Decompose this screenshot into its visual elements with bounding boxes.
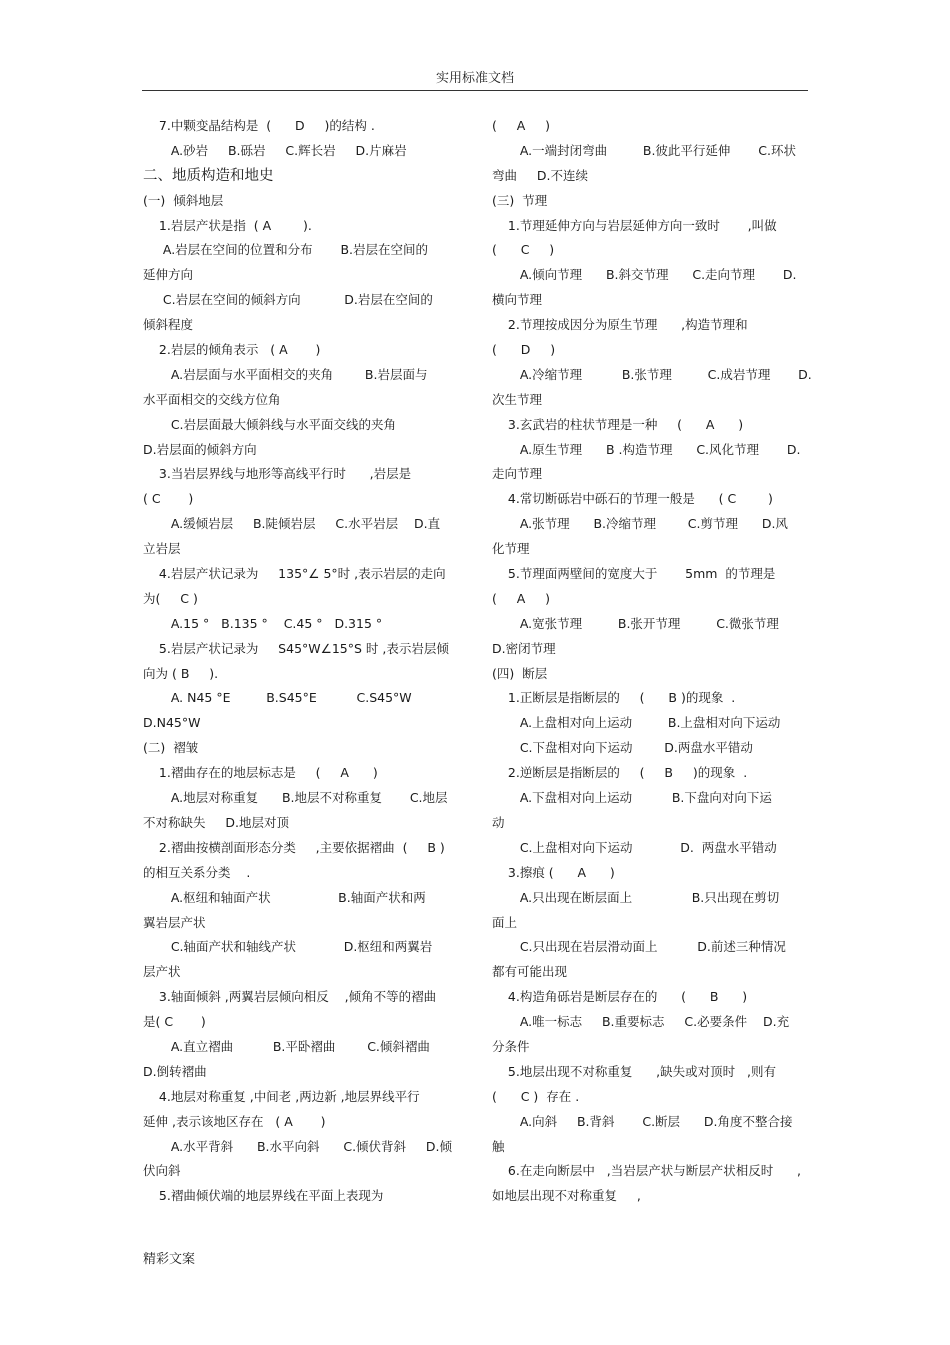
right-column-line: (三) 节理	[492, 192, 548, 208]
right-column-line: A.一端封闭弯曲 B.彼此平行延伸 C.环状	[492, 142, 796, 158]
left-column-line: 水平面相交的交线方位角	[143, 391, 281, 407]
left-column-line: ( C )	[143, 491, 194, 507]
right-column-line: ( A )	[492, 590, 551, 606]
right-column-line: 1.节理延伸方向与岩层延伸方向一致时 ,叫做	[492, 217, 777, 233]
left-column-line: A.砂岩 B.砾岩 C.辉长岩 D.片麻岩	[143, 142, 407, 158]
right-column-line: A.只出现在断层面上 B.只出现在剪切	[492, 889, 780, 905]
left-column-line: D.倒转褶曲	[143, 1063, 207, 1079]
right-column-line: A.原生节理 B .构造节理 C.风化节理 D.	[492, 441, 801, 457]
left-column-line: A.直立褶曲 B.平卧褶曲 C.倾斜褶曲	[143, 1038, 430, 1054]
left-column-line: 向为 ( B ).	[143, 665, 219, 681]
left-column-line: 1.褶曲存在的地层标志是 ( A )	[143, 765, 378, 781]
right-column-line: (四) 断层	[492, 665, 548, 681]
left-column-line: 立岩层	[143, 541, 181, 557]
left-column-line: 延伸 ,表示该地区存在 ( A )	[143, 1113, 326, 1129]
left-column-line: 7.中颗变晶结构是 ( D )的结构 .	[143, 118, 375, 133]
left-column-line: 二、地质构造和地史	[143, 167, 274, 184]
left-column-line: A.枢纽和轴面产状 B.轴面产状和两	[143, 889, 426, 905]
left-column-line: A.水平背斜 B.水平向斜 C.倾伏背斜 D.倾	[143, 1138, 453, 1154]
left-column-line: 5.岩层产状记录为 S45°W∠15°S 时 ,表示岩层倾	[143, 640, 449, 656]
left-column-line: 1.岩层产状是指 ( A ).	[143, 217, 312, 233]
left-column-line: (二) 褶皱	[143, 740, 199, 756]
header-divider	[142, 90, 808, 91]
left-column-line: 层产状	[143, 964, 181, 980]
left-column-line: A.15 ° B.135 ° C.45 ° D.315 °	[143, 615, 383, 631]
right-column	[492, 114, 812, 1209]
page-header-title: 实用标准文档	[435, 71, 514, 86]
right-column-line: 动	[492, 814, 505, 830]
right-column-line: 弯曲 D.不连续	[492, 167, 588, 183]
left-column-line: D.岩层面的倾斜方向	[143, 441, 257, 457]
left-column-line: C.轴面产状和轴线产状 D.枢纽和两翼岩	[143, 939, 433, 955]
left-column-line: 3.当岩层界线与地形等高线平行时 ,岩层是	[143, 466, 412, 482]
right-column-line: 面上	[492, 914, 518, 930]
right-column-line: A.倾向节理 B.斜交节理 C.走向节理 D.	[492, 267, 797, 283]
left-column-line: D.N45°W	[143, 715, 201, 731]
right-column-line: D.密闭节理	[492, 640, 556, 656]
left-column-line: 延伸方向	[143, 267, 194, 283]
left-column-line: 是( C )	[143, 1014, 206, 1030]
right-column-line: A.上盘相对向上运动 B.上盘相对向下运动	[492, 715, 781, 731]
left-column-line: 伏向斜	[143, 1163, 181, 1179]
right-column-line: 触	[492, 1138, 505, 1154]
left-column-line: A.岩层面与水平面相交的夹角 B.岩层面与	[143, 366, 428, 382]
left-column-line: 2.褶曲按横剖面形态分类 ,主要依据褶曲 ( B )	[143, 839, 445, 855]
right-column-line: A.向斜 B.背斜 C.断层 D.角度不整合接	[492, 1113, 793, 1129]
right-column-line: 分条件	[492, 1038, 530, 1054]
left-column-line: 4.地层对称重复 ,中间老 ,两边新 ,地层界线平行	[143, 1088, 420, 1104]
left-column-line: A. N45 °E B.S45°E C.S45°W	[143, 690, 412, 706]
right-column-line: 4.构造角砾岩是断层存在的 ( B )	[492, 989, 748, 1005]
right-column-line: 2.节理按成因分为原生节理 ,构造节理和	[492, 317, 748, 333]
right-column-line: 3.玄武岩的柱状节理是一种 ( A )	[492, 416, 744, 432]
right-column-line: 横向节理	[492, 292, 543, 308]
left-column-line: 3.轴面倾斜 ,两翼岩层倾向相反 ,倾角不等的褶曲	[143, 989, 437, 1005]
left-column	[143, 114, 463, 1209]
right-column-line: 如地层出现不对称重复 ,	[492, 1188, 641, 1204]
left-column-line: A.缓倾岩层 B.陡倾岩层 C.水平岩层 D.直	[143, 516, 441, 532]
page-footer: 精彩文案	[143, 1252, 196, 1267]
right-column-line: 1.正断层是指断层的 ( B )的现象 .	[492, 690, 736, 706]
right-column-line: A.宽张节理 B.张开节理 C.微张节理	[492, 615, 779, 631]
left-column-line: C.岩层面最大倾斜线与水平面交线的夹角	[143, 416, 397, 432]
right-column-line: 3.擦痕 ( A )	[492, 864, 615, 880]
right-column-line: ( C )	[492, 242, 555, 258]
right-column-line: A.冷缩节理 B.张节理 C.成岩节理 D.	[492, 366, 812, 382]
right-column-line: C.下盘相对向下运动 D.两盘水平错动	[492, 740, 753, 756]
right-column-line: C.只出现在岩层滑动面上 D.前述三种情况	[492, 939, 786, 955]
left-column-line: 不对称缺失 D.地层对顶	[143, 814, 289, 830]
left-column-line: 5.褶曲倾伏端的地层界线在平面上表现为	[143, 1188, 384, 1204]
right-column-line: 4.常切断砾岩中砾石的节理一般是 ( C )	[492, 491, 773, 507]
right-column-line: 2.逆断层是指断层的 ( B )的现象 .	[492, 765, 748, 781]
left-column-line: 的相互关系分类 .	[143, 864, 251, 880]
left-column-line: 4.岩层产状记录为 135°∠ 5°时 ,表示岩层的走向	[143, 566, 446, 582]
right-column-line: ( A )	[492, 118, 551, 133]
left-column-line: 为( C )	[143, 590, 198, 606]
right-column-line: ( D )	[492, 342, 556, 358]
left-column-line: 倾斜程度	[143, 317, 194, 333]
right-column-line: 化节理	[492, 541, 530, 557]
right-column-line: 6.在走向断层中 ,当岩层产状与断层产状相反时 ,	[492, 1163, 802, 1179]
left-column-line: C.岩层在空间的倾斜方向 D.岩层在空间的	[143, 292, 433, 308]
left-column-line: 翼岩层产状	[143, 914, 206, 930]
left-column-line: A.地层对称重复 B.地层不对称重复 C.地层	[143, 790, 448, 806]
left-column-line: (一) 倾斜地层	[143, 192, 224, 208]
right-column-line: A.张节理 B.冷缩节理 C.剪节理 D.风	[492, 516, 788, 532]
right-column-line: ( C ) 存在 .	[492, 1088, 580, 1104]
left-column-line: 2.岩层的倾角表示 ( A )	[143, 342, 321, 358]
right-column-line: A.唯一标志 B.重要标志 C.必要条件 D.充	[492, 1014, 790, 1030]
right-column-line: 走向节理	[492, 466, 543, 482]
right-column-line: 5.地层出现不对称重复 ,缺失或对顶时 ,则有	[492, 1063, 777, 1079]
right-column-line: 都有可能出现	[492, 964, 568, 980]
right-column-line: 5.节理面两壁间的宽度大于 5mm 的节理是	[492, 566, 776, 582]
right-column-line: C.上盘相对向下运动 D. 两盘水平错动	[492, 839, 777, 855]
left-column-line: A.岩层在空间的位置和分布 B.岩层在空间的	[143, 242, 429, 258]
right-column-line: A.下盘相对向上运动 B.下盘向对向下运	[492, 790, 772, 806]
right-column-line: 次生节理	[492, 391, 543, 407]
